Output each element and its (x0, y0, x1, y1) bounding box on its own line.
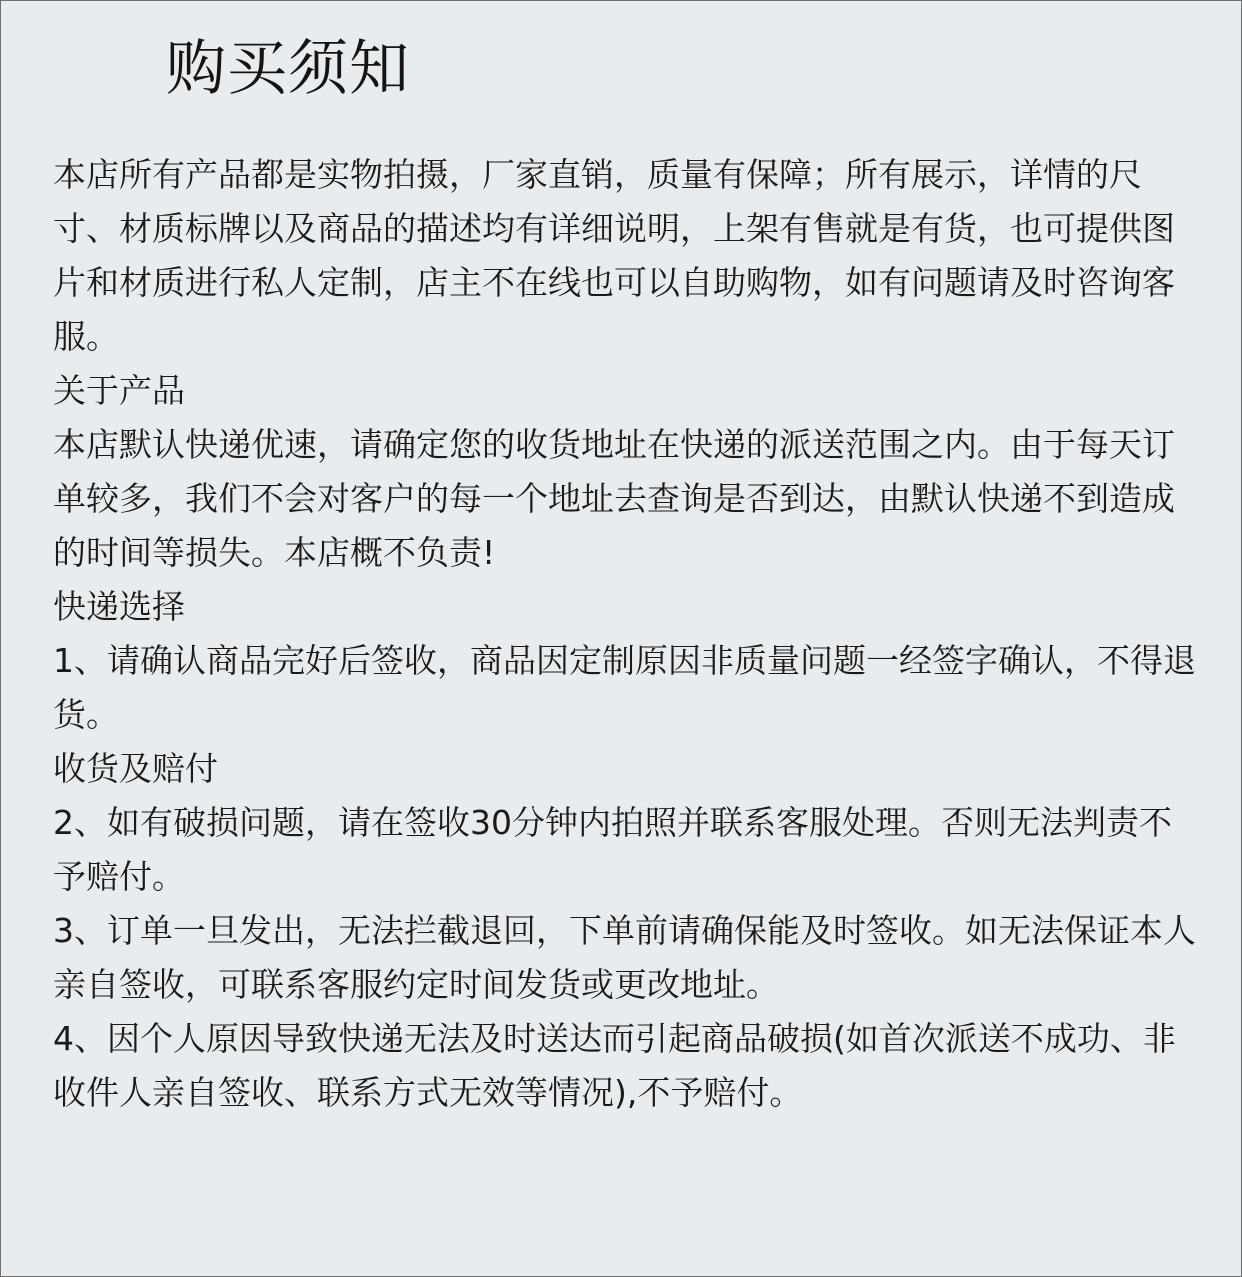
rule-3-paragraph: 3、订单一旦发出，无法拦截退回，下单前请确保能及时签收。如无法保证本人亲自签收，可联系客服约定时间发货或更改地址。 (53, 911, 1196, 1004)
receipt-compensation-heading: 收货及赔付 (53, 749, 218, 788)
rule-1-paragraph: 1、请确认商品完好后签收，商品因定制原因非质量问题一经签字确认，不得退货。 (53, 641, 1196, 734)
about-products-heading: 关于产品 (53, 371, 185, 410)
page-title: 购买须知 (166, 34, 410, 104)
courier-selection-heading: 快递选择 (53, 587, 185, 626)
intro-paragraph: 本店所有产品都是实物拍摄，厂家直销，质量有保障；所有展示，详情的尺寸、材质标牌以及商品的描述均有详细说明，上架有售就是有货，也可提供图片和材质进行私人定制，店主不在线也可以自助购物，如有问题请及时咨询客服。 (53, 155, 1175, 356)
rule-4-paragraph: 4、因个人原因导致快递无法及时送达而引起商品破损(如首次派送不成功、非收件人亲自签收、联系方式无效等情况),不予赔付。 (53, 1019, 1176, 1112)
rule-2-paragraph: 2、如有破损问题，请在签收30分钟内拍照并联系客服处理。否则无法判责不予赔付。 (53, 803, 1172, 896)
shipping-paragraph: 本店默认快递优速，请确定您的收货地址在快递的派送范围之内。由于每天订单较多，我们不会对客户的每一个地址去查询是否到达，由默认快递不到造成的时间等损失。本店概不负责! (53, 425, 1175, 572)
notice-body (53, 148, 1203, 1120)
